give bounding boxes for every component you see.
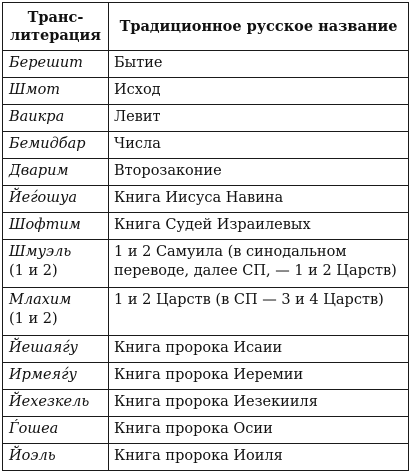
- transliteration-cell: Ѓошеа: [3, 417, 109, 444]
- traditional-name-cell: Второзаконие: [109, 159, 409, 186]
- table-row: [3, 336, 409, 363]
- traditional-name-cell: 1 и 2 Царств (в СП — 3 и 4 Царств): [109, 288, 409, 336]
- traditional-name-cell: Книга Иисуса Навина: [109, 186, 409, 213]
- transliteration-text: Млахим: [9, 292, 72, 308]
- table-row: [3, 51, 409, 78]
- traditional-name-cell: Бытие: [109, 51, 409, 78]
- transliteration-cell: Шмот: [3, 78, 109, 105]
- transliteration-cell: Бемидбар: [3, 132, 109, 159]
- header-traditional-name: Традиционное русское название: [109, 3, 409, 51]
- table-row: [3, 105, 409, 132]
- table-row: [3, 132, 409, 159]
- table-row: [3, 159, 409, 186]
- traditional-name-cell: Исход: [109, 78, 409, 105]
- traditional-name-cell: Книга Судей Израилевых: [109, 213, 409, 240]
- traditional-name-cell: Книга пророка Иезекииля: [109, 390, 409, 417]
- transliteration-cell: Берешит: [3, 51, 109, 78]
- table-row: [3, 444, 409, 471]
- transliteration-cell: Йехезкель: [3, 390, 109, 417]
- table-row: [3, 186, 409, 213]
- transliteration-cell: Йешаяѓу: [3, 336, 109, 363]
- header-transliteration: [3, 3, 109, 51]
- traditional-name-cell: Книга пророка Иоиля: [109, 444, 409, 471]
- transliteration-cell: Йоэль: [3, 444, 109, 471]
- traditional-name-cell: Левит: [109, 105, 409, 132]
- table-row: [3, 288, 409, 336]
- traditional-name-cell: Книга пророка Осии: [109, 417, 409, 444]
- transliteration-cell: Ваикра: [3, 105, 109, 132]
- books-table: [2, 2, 409, 471]
- transliteration-cell: Йеѓошуа: [3, 186, 109, 213]
- traditional-name-cell: 1 и 2 Самуила (в синодальном переводе, далее СП, — 1 и 2 Царств): [109, 240, 409, 288]
- header-transliteration-line1: Транс-: [27, 8, 84, 26]
- table-row: [3, 390, 409, 417]
- table-row: [3, 78, 409, 105]
- traditional-name-cell: Числа: [109, 132, 409, 159]
- table-row: [3, 363, 409, 390]
- traditional-name-cell: Книга пророка Исаии: [109, 336, 409, 363]
- transliteration-text: Шмуэль: [9, 244, 72, 260]
- transliteration-cell: Ирмеяѓу: [3, 363, 109, 390]
- transliteration-cell: [3, 240, 109, 288]
- table-header-row: [3, 3, 409, 51]
- table-row: [3, 213, 409, 240]
- table-row: [3, 417, 409, 444]
- transliteration-extra: (1 и 2): [9, 263, 58, 279]
- transliteration-extra: (1 и 2): [9, 311, 58, 327]
- table-row: [3, 240, 409, 288]
- header-transliteration-line2: литерация: [10, 26, 101, 44]
- traditional-name-cell: Книга пророка Иеремии: [109, 363, 409, 390]
- transliteration-cell: Дварим: [3, 159, 109, 186]
- transliteration-cell: [3, 288, 109, 336]
- transliteration-cell: Шофтим: [3, 213, 109, 240]
